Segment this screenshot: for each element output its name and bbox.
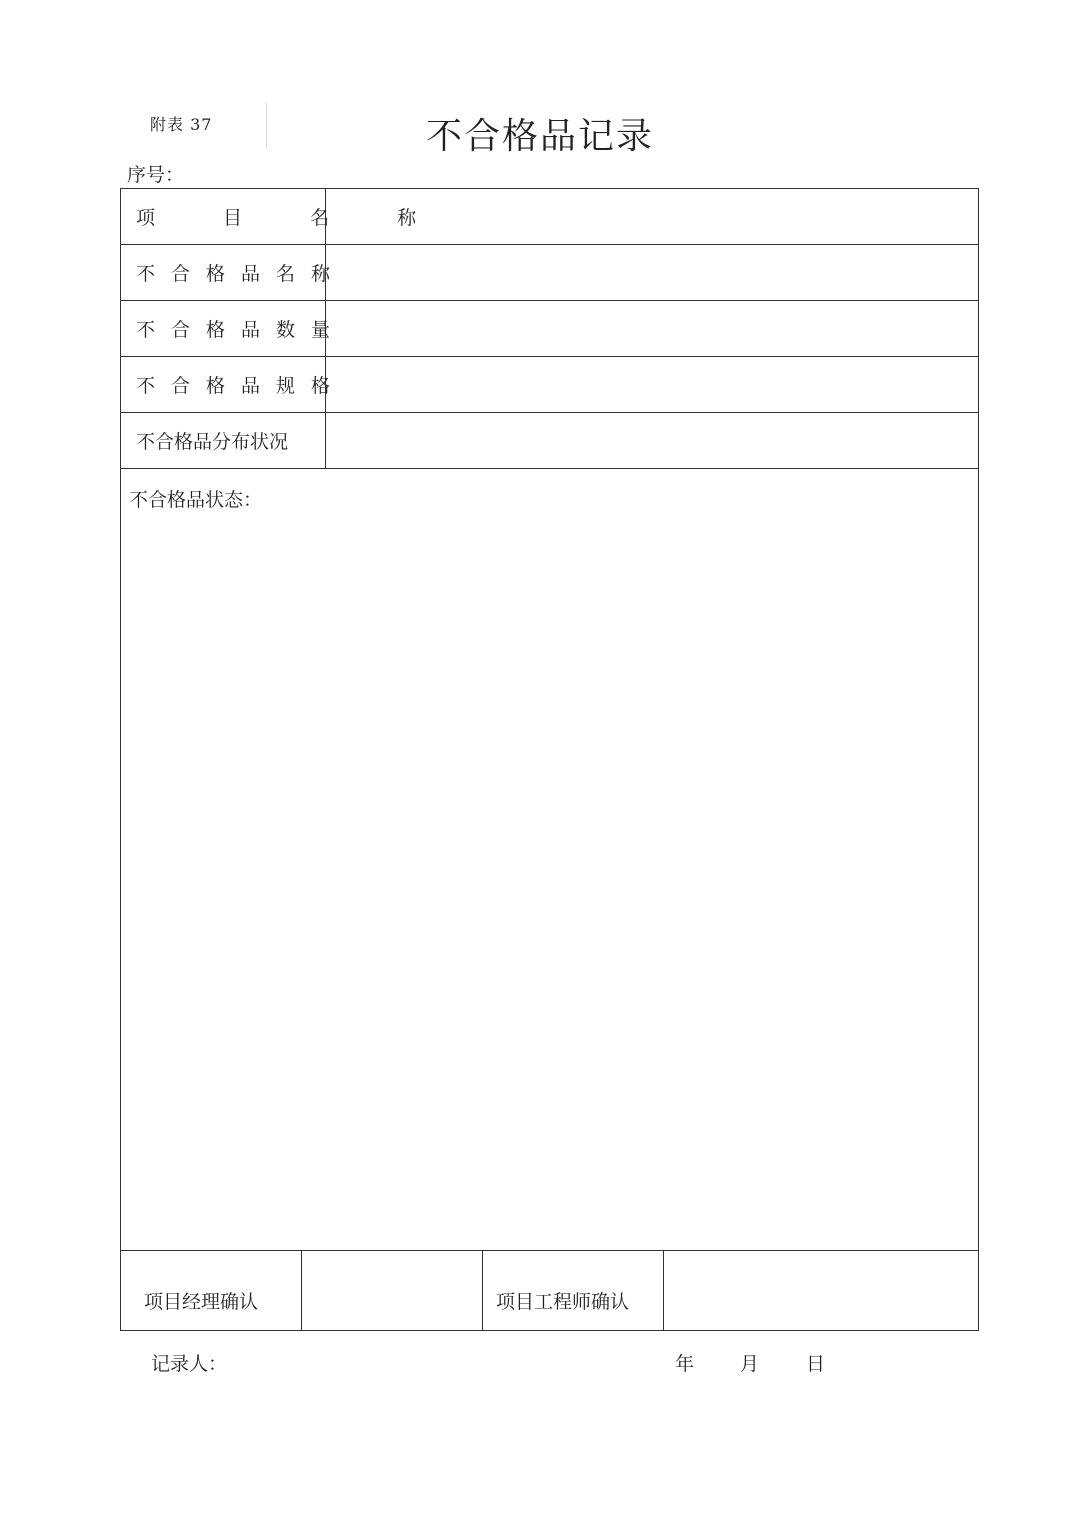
field-row-item-name <box>121 245 979 301</box>
field-label-specification: 不合格品规格 <box>121 357 326 413</box>
field-value-item-name[interactable] <box>326 245 979 301</box>
field-value-specification[interactable] <box>326 357 979 413</box>
field-label-item-name: 不合格品名称 <box>121 245 326 301</box>
date-year-label: 年 <box>675 1353 695 1375</box>
date-month-label: 月 <box>740 1353 760 1375</box>
status-area[interactable] <box>121 469 979 1251</box>
field-row-project-name <box>121 189 979 245</box>
signature-row <box>121 1251 979 1331</box>
engineer-confirm-field[interactable] <box>664 1251 979 1331</box>
recorder-label: 记录人： <box>151 1353 228 1375</box>
serial-number-label: 序号： <box>127 164 185 186</box>
date-day-label: 日 <box>806 1353 826 1375</box>
field-value-distribution[interactable] <box>326 413 979 469</box>
field-row-distribution <box>121 413 979 469</box>
field-row-specification <box>121 357 979 413</box>
manager-confirm-field[interactable] <box>302 1251 483 1331</box>
field-label-distribution: 不合格品分布状况 <box>121 413 326 469</box>
nonconforming-record-form <box>120 188 979 1331</box>
status-row <box>121 469 979 1251</box>
document-title: 不合格品记录 <box>425 116 654 157</box>
field-value-quantity[interactable] <box>326 301 979 357</box>
manager-confirm-label: 项目经理确认 <box>121 1251 302 1331</box>
field-row-quantity <box>121 301 979 357</box>
engineer-confirm-label: 项目工程师确认 <box>483 1251 664 1331</box>
status-label: 不合格品状态： <box>129 489 263 511</box>
field-label-project-name: 项 目 名 称 <box>121 189 326 245</box>
appendix-number: 附表 37 <box>150 115 213 134</box>
field-label-quantity: 不合格品数量 <box>121 301 326 357</box>
